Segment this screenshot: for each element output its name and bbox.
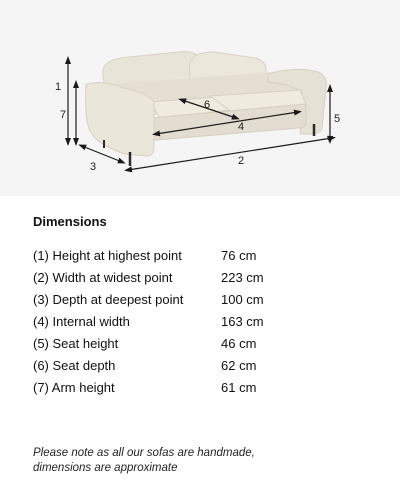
dimensions-heading: Dimensions [33, 214, 107, 229]
dim-label-4: 4 [238, 121, 245, 133]
dimension-value: 100 cm [221, 291, 264, 307]
dimension-label: (7) Arm height [33, 380, 115, 396]
sofa-illustration [0, 0, 400, 196]
dim-label-5: 5 [334, 113, 341, 125]
dimension-row [33, 266, 373, 288]
dimension-label: (4) Internal width [33, 313, 130, 329]
dimension-value: 223 cm [221, 269, 264, 285]
dimension-label: (1) Height at highest point [33, 247, 182, 263]
dimension-row [33, 332, 373, 354]
dimension-label: (2) Width at widest point [33, 269, 173, 285]
dim-label-2: 2 [238, 155, 245, 167]
dimension-value: 61 cm [221, 380, 257, 396]
dimension-value: 46 cm [221, 335, 257, 351]
dim-label-7: 7 [60, 109, 67, 121]
sofa-dimension-diagram [0, 0, 400, 196]
dimension-value: 62 cm [221, 358, 257, 374]
dim-label-6: 6 [204, 99, 211, 111]
dimension-row [33, 377, 373, 399]
dimension-label: (5) Seat height [33, 335, 119, 351]
handmade-note: Please note as all our sofas are handmade, dimensions are approximate [33, 446, 255, 474]
dimension-row [33, 310, 373, 332]
dimension-row [33, 244, 373, 266]
dimension-value: 163 cm [221, 313, 264, 329]
dim-label-1: 1 [55, 81, 62, 93]
dimension-label: (3) Depth at deepest point [33, 291, 184, 307]
dim-label-3: 3 [90, 161, 97, 173]
dimension-value: 76 cm [221, 247, 257, 263]
dimension-label: (6) Seat depth [33, 358, 116, 374]
dimensions-table [33, 244, 373, 399]
dimension-row [33, 288, 373, 310]
width-line-2 [128, 138, 332, 170]
dimension-row [33, 354, 373, 376]
